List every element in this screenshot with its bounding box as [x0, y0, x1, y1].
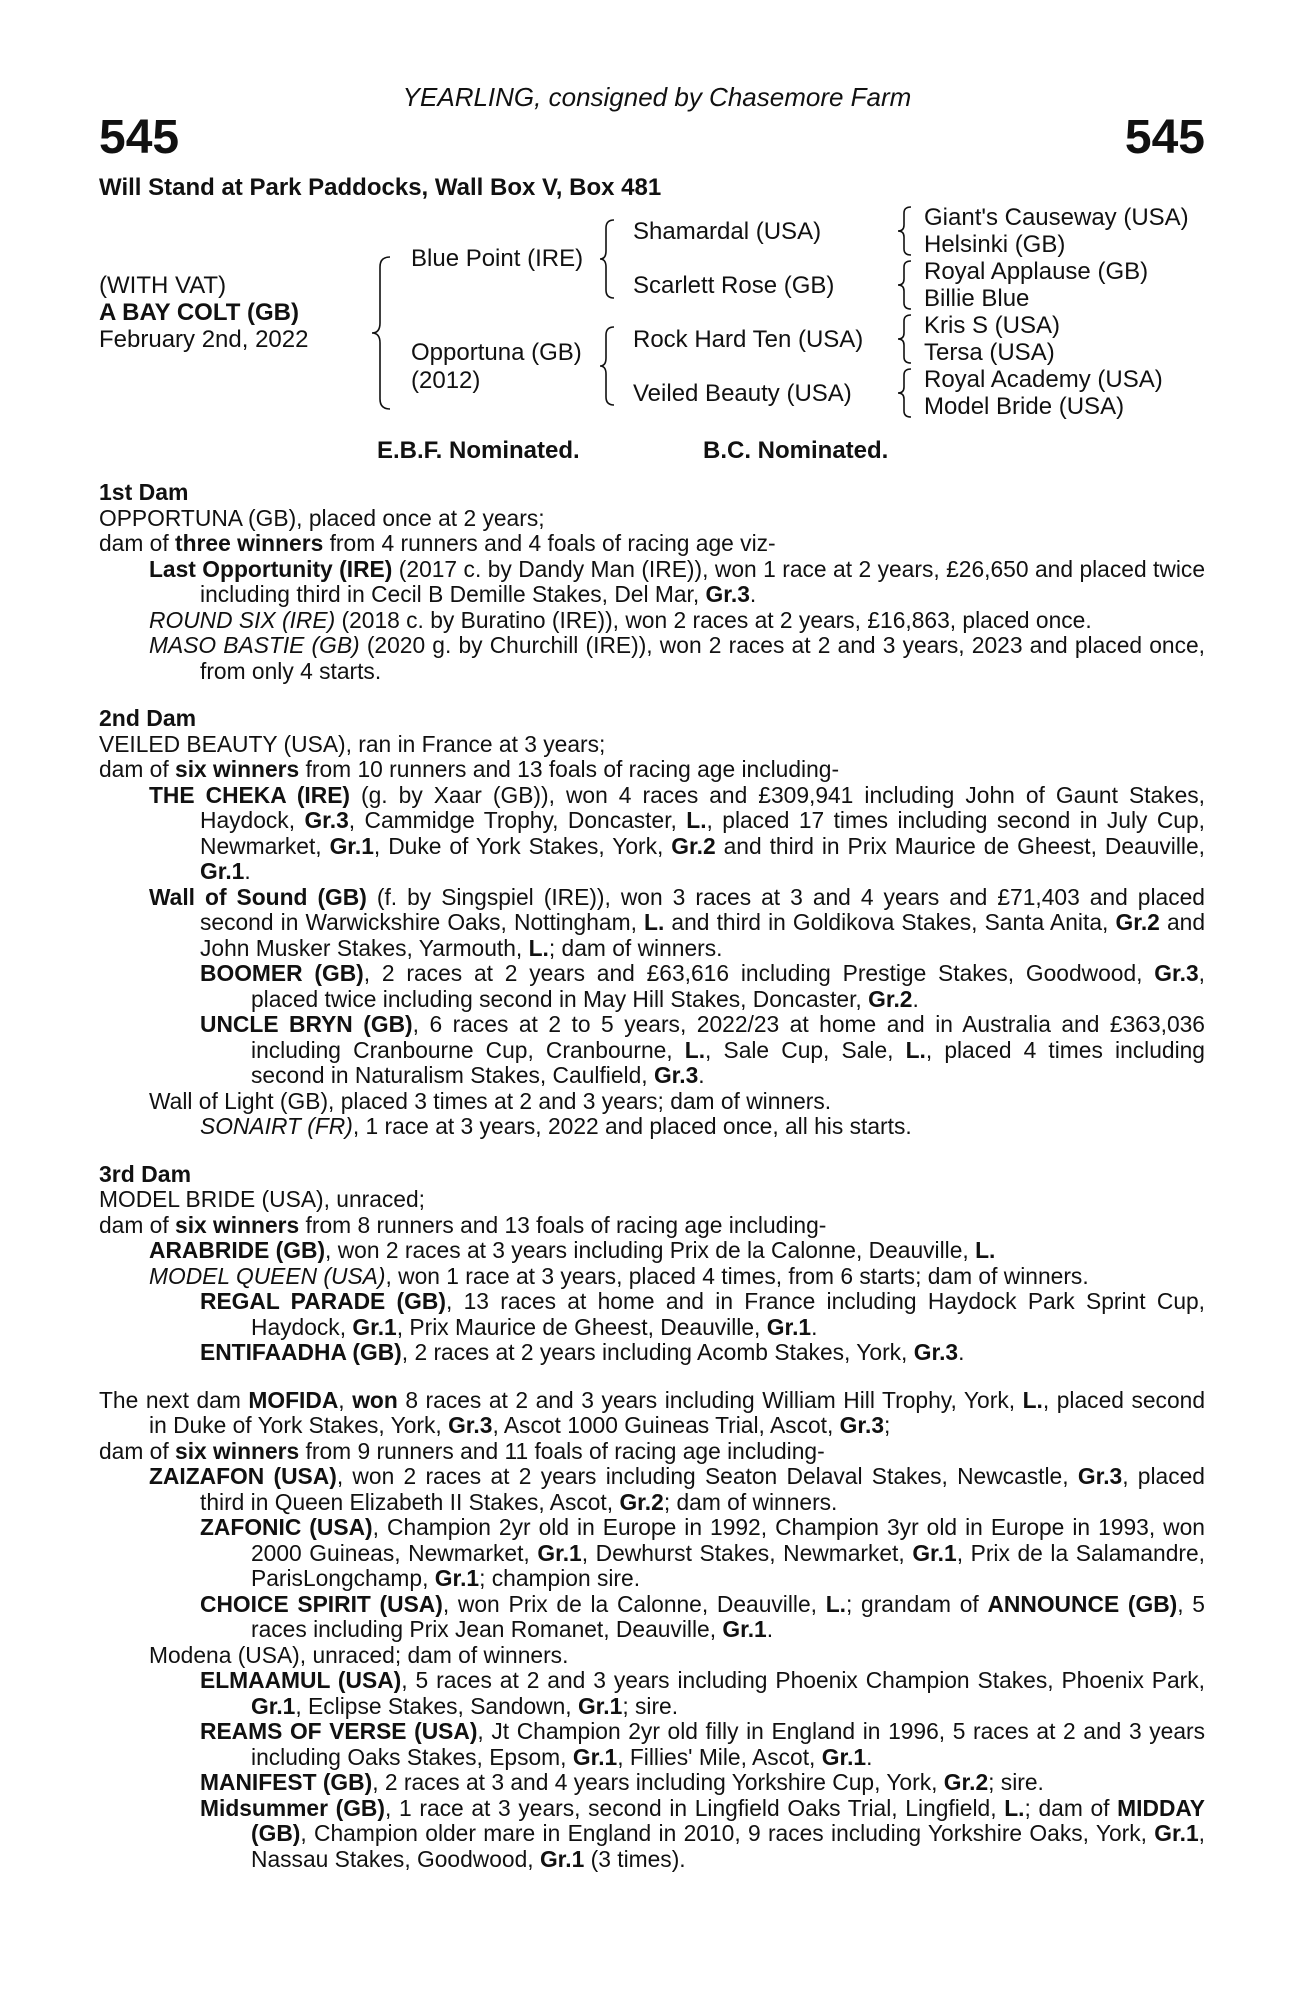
progeny-last-opportunity: Last Opportunity (IRE) (2017 c. by Dandy Man (IRE)), won 1 race at 2 years, £26,650 and placed twice including third in Cecil B Demille Stakes, Del Mar, Gr.3. — [149, 555, 1205, 607]
third-dam-line: MODEL BRIDE (USA), unraced; — [99, 1186, 426, 1212]
catalogue-body — [99, 480, 1205, 1872]
progeny-modena: Modena (USA), unraced; dam of winners. — [149, 1641, 569, 1668]
stand-location: Will Stand at Park Paddocks, Wall Box V, Box 481 — [99, 174, 662, 201]
pedigree-dam-sire: Rock Hard Ten (USA) — [633, 326, 864, 353]
progeny-wall-of-sound: Wall of Sound (GB) (f. by Singspiel (IRE)), won 3 races at 3 and 4 years and £71,403 and placed second in Warwickshire Oaks, Nottingham, L. and third in Goldikova Stakes, Santa Anita, Gr.2 and John Musker Stakes, Yarmouth, L.; dam of winners. — [149, 883, 1205, 961]
ebf-nomination: E.B.F. Nominated. — [377, 437, 580, 464]
pedigree-ssd: Helsinki (GB) — [924, 231, 1066, 258]
progeny-maso-bastie: MASO BASTIE (GB) (2020 g. by Churchill (IRE)), won 2 races at 2 and 3 years, 2023 and placed once, from only 4 starts. — [149, 632, 1205, 684]
pedigree-ddd: Model Bride (USA) — [924, 393, 1125, 420]
pedigree-dam-dam: Veiled Beauty (USA) — [633, 380, 852, 407]
horse-name: A BAY COLT (GB) — [99, 299, 300, 326]
progeny-boomer: BOOMER (GB), 2 races at 2 years and £63,616 including Prestige Stakes, Goodwood, Gr.3, placed twice including second in May Hill Stakes, Doncaster, Gr.2. — [200, 960, 1205, 1012]
third-dam-heading: 3rd Dam — [99, 1160, 192, 1187]
pedigree-brace-sire — [598, 218, 618, 300]
pedigree-dsd: Tersa (USA) — [924, 339, 1055, 366]
pedigree-brace-dam — [598, 325, 618, 407]
second-dam-line: VEILED BEAUTY (USA), ran in France at 3 years; — [99, 730, 606, 757]
progeny-entifaadha: ENTIFAADHA (GB), 2 races at 2 years including Acomb Stakes, York, Gr.3. — [200, 1339, 965, 1365]
progeny-wall-of-light: Wall of Light (GB), placed 3 times at 2 and 3 years; dam of winners. — [149, 1087, 832, 1114]
pedigree-brace-sd — [896, 259, 914, 311]
progeny-sonairt: SONAIRT (FR), 1 race at 3 years, 2022 and placed once, all his starts. — [200, 1113, 912, 1139]
first-dam-line: OPPORTUNA (GB), placed once at 2 years; — [99, 504, 545, 531]
progeny-uncle-bryn: UNCLE BRYN (GB), 6 races at 2 to 5 years, 2022/23 at home and in Australia and £363,036 including Cranbourne Cup, Cranbourne, L., Sale Cup, Sale, L., placed 4 times including second in Naturalism Stakes, Caulfield, Gr.3. — [200, 1011, 1205, 1088]
lot-number-right: 545 — [1124, 111, 1205, 164]
first-dam-heading: 1st Dam — [99, 479, 189, 505]
pedigree-sdd: Billie Blue — [924, 285, 1030, 312]
second-dam-produce-line: dam of six winners from 10 runners and 13 foals of racing age including- — [99, 756, 840, 782]
pedigree-brace-dd — [896, 367, 914, 419]
pedigree-sire-sire: Shamardal (USA) — [633, 218, 822, 245]
lot-number-left: 545 — [99, 111, 180, 164]
progeny-choice-spirit: CHOICE SPIRIT (USA), won Prix de la Calonne, Deauville, L.; grandam of ANNOUNCE (GB), 5 races including Prix Jean Romanet, Deauville, Gr.1. — [200, 1590, 1205, 1642]
next-dam-line: The next dam MOFIDA, won 8 races at 2 and 3 years including William Hill Trophy, York, L., placed second in Duke of York Stakes, York, Gr.3, Ascot 1000 Guineas Trial, Ascot, Gr.3; — [99, 1386, 1205, 1438]
second-dam-heading: 2nd Dam — [99, 705, 197, 731]
pedigree-sss: Giant's Causeway (USA) — [924, 204, 1189, 231]
progeny-zafonic: ZAFONIC (USA), Champion 2yr old in Europe in 1992, Champion 3yr old in Europe in 1993, won 2000 Guineas, Newmarket, Gr.1, Dewhurst Stakes, Newmarket, Gr.1, Prix de la Salamandre, ParisLongchamp, Gr.1; champion sire. — [200, 1514, 1205, 1591]
third-dam-produce-line: dam of six winners from 8 runners and 13 foals of racing age including- — [99, 1211, 827, 1238]
progeny-elmaamul: ELMAAMUL (USA), 5 races at 2 and 3 years including Phoenix Champion Stakes, Phoenix Park, Gr.1, Eclipse Stakes, Sandown, Gr.1; sire. — [200, 1667, 1205, 1719]
progeny-reams-of-verse: REAMS OF VERSE (USA), Jt Champion 2yr old filly in England in 1996, 5 races at 2 and 3 years including Oaks Stakes, Epsom, Gr.1, Fillies' Mile, Ascot, Gr.1. — [200, 1718, 1205, 1770]
next-dam-produce-line: dam of six winners from 9 runners and 11 foals of racing age including- — [99, 1437, 825, 1464]
pedigree-dss: Kris S (USA) — [924, 312, 1061, 339]
first-dam-produce-line: dam of three winners from 4 runners and 4 foals of racing age viz- — [99, 530, 776, 556]
foaling-date: February 2nd, 2022 — [99, 326, 309, 353]
consignment-line: YEARLING, consigned by Chasemore Farm — [402, 82, 912, 112]
pedigree-brace-ss — [896, 205, 914, 257]
progeny-midsummer: Midsummer (GB), 1 race at 3 years, second in Lingfield Oaks Trial, Lingfield, L.; dam of MIDDAY (GB), Champion older mare in England in 2010, 9 races including Yorkshire Oaks, York, Gr.1, Nassau Stakes, Goodwood, Gr.1 (3 times). — [200, 1794, 1205, 1872]
progeny-model-queen: MODEL QUEEN (USA), won 1 race at 3 years, placed 4 times, from 6 starts; dam of winners. — [149, 1262, 1089, 1289]
pedigree-sire-dam: Scarlett Rose (GB) — [633, 272, 835, 299]
progeny-arabride: ARABRIDE (GB), won 2 races at 3 years including Prix de la Calonne, Deauville, L. — [149, 1237, 996, 1263]
pedigree-brace-main — [370, 255, 394, 411]
progeny-manifest: MANIFEST (GB), 2 races at 3 and 4 years including Yorkshire Cup, York, Gr.2; sire. — [200, 1769, 1044, 1795]
pedigree-dam-year: (2012) — [411, 367, 481, 394]
progeny-the-cheka: THE CHEKA (IRE) (g. by Xaar (GB)), won 4 races and £309,941 including John of Gaunt Stakes, Haydock, Gr.3, Cammidge Trophy, Doncaster, L., placed 17 times including second in July Cup, Newmarket, Gr.1, Duke of York Stakes, York, Gr.2 and third in Prix Maurice de Gheest, Deauville, Gr.1. — [149, 781, 1205, 884]
vat-note: (WITH VAT) — [99, 272, 227, 299]
pedigree-sds: Royal Applause (GB) — [924, 258, 1149, 285]
progeny-zaizafon: ZAIZAFON (USA), won 2 races at 2 years including Seaton Delaval Stakes, Newcastle, Gr.3, placed third in Queen Elizabeth II Stakes, Ascot, Gr.2; dam of winners. — [149, 1463, 1205, 1515]
pedigree-dds: Royal Academy (USA) — [924, 366, 1163, 393]
pedigree-brace-ds — [896, 313, 914, 365]
bc-nomination: B.C. Nominated. — [703, 437, 889, 464]
pedigree-dam: Opportuna (GB) — [411, 339, 582, 366]
progeny-regal-parade: REGAL PARADE (GB), 13 races at home and in France including Haydock Park Sprint Cup, Haydock, Gr.1, Prix Maurice de Gheest, Deauville, Gr.1. — [200, 1288, 1206, 1340]
progeny-round-six: ROUND SIX (IRE) (2018 c. by Buratino (IRE)), won 2 races at 2 years, £16,863, placed once. — [149, 606, 1092, 633]
pedigree-sire: Blue Point (IRE) — [411, 245, 584, 272]
